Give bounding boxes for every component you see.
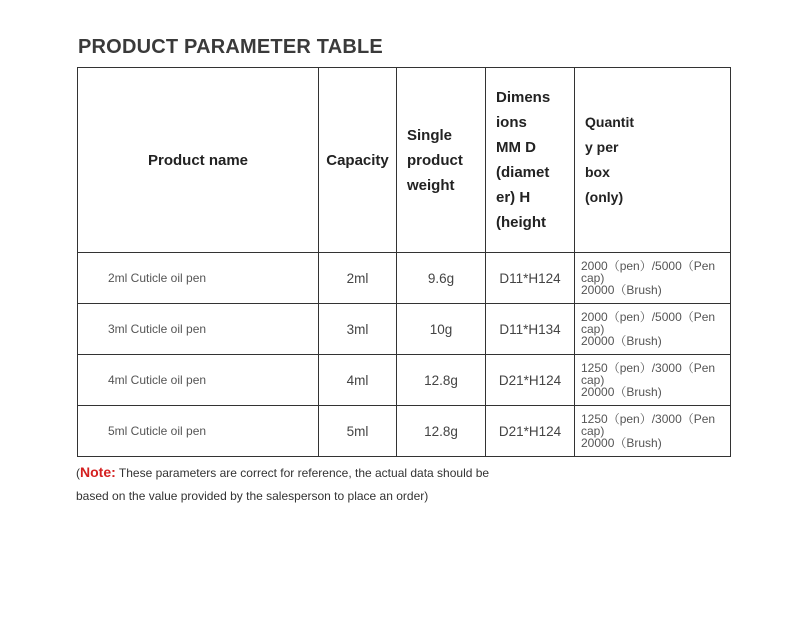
cell-capacity: 5ml bbox=[319, 406, 397, 457]
cell-quantity-line: 1250（pen）/3000（Pen cap) bbox=[581, 361, 716, 387]
cell-quantity-line: 20000（Brush) bbox=[581, 334, 662, 348]
header-dimensions-line: er) H bbox=[496, 189, 531, 206]
header-weight-line: product bbox=[407, 151, 463, 169]
header-weight-line: Single bbox=[407, 126, 453, 144]
header-dimensions-line: (height bbox=[496, 214, 546, 231]
cell-product-name: 5ml Cuticle oil pen bbox=[78, 406, 319, 457]
cell-quantity-line: 20000（Brush) bbox=[581, 385, 662, 399]
cell-quantity-line: 20000（Brush) bbox=[581, 436, 662, 450]
header-dimensions-line: Dimens bbox=[496, 89, 551, 106]
cell-quantity bbox=[575, 304, 731, 355]
cell-quantity-line: 2000（pen）/5000（Pen cap) bbox=[581, 310, 716, 336]
cell-dimensions: D21*H124 bbox=[486, 406, 575, 457]
cell-quantity-line: 20000（Brush) bbox=[581, 283, 662, 297]
reference-note bbox=[76, 461, 506, 508]
header-quantity-line: box bbox=[585, 164, 610, 180]
cell-capacity: 3ml bbox=[319, 304, 397, 355]
cell-quantity bbox=[575, 406, 731, 457]
cell-weight: 10g bbox=[397, 304, 486, 355]
table-row bbox=[78, 406, 731, 457]
header-dimensions-line: MM D bbox=[496, 139, 536, 156]
table-row bbox=[78, 304, 731, 355]
header-product-name: Product name bbox=[78, 68, 319, 253]
cell-weight: 12.8g bbox=[397, 406, 486, 457]
cell-dimensions: D11*H134 bbox=[486, 304, 575, 355]
cell-quantity-line: 1250（pen）/3000（Pen cap) bbox=[581, 412, 716, 438]
cell-quantity bbox=[575, 355, 731, 406]
note-label: Note: bbox=[80, 464, 116, 480]
header-quantity-line: y per bbox=[585, 139, 619, 155]
cell-product-name: 3ml Cuticle oil pen bbox=[78, 304, 319, 355]
cell-product-name: 4ml Cuticle oil pen bbox=[78, 355, 319, 406]
note-text: These parameters are correct for reference, the actual data should be based on the value provided by the salesperson to place an order) bbox=[76, 466, 490, 503]
parameter-table bbox=[77, 67, 731, 457]
header-quantity-line: Quantit bbox=[585, 114, 634, 130]
cell-weight: 9.6g bbox=[397, 253, 486, 304]
table-header-row bbox=[78, 68, 731, 253]
page-title: PRODUCT PARAMETER TABLE bbox=[78, 36, 383, 58]
header-quantity bbox=[575, 68, 731, 253]
cell-quantity-line: 2000（pen）/5000（Pen cap) bbox=[581, 259, 716, 285]
header-dimensions-line: ions bbox=[496, 114, 527, 131]
header-dimensions bbox=[486, 68, 575, 253]
header-dimensions-line: (diamet bbox=[496, 164, 550, 181]
table-row bbox=[78, 355, 731, 406]
table-row bbox=[78, 253, 731, 304]
cell-capacity: 2ml bbox=[319, 253, 397, 304]
cell-dimensions: D11*H124 bbox=[486, 253, 575, 304]
cell-product-name: 2ml Cuticle oil pen bbox=[78, 253, 319, 304]
cell-capacity: 4ml bbox=[319, 355, 397, 406]
header-quantity-line: (only) bbox=[585, 189, 624, 205]
header-weight bbox=[397, 68, 486, 253]
header-capacity: Capacity bbox=[319, 68, 397, 253]
header-weight-line: weight bbox=[407, 176, 455, 194]
cell-dimensions: D21*H124 bbox=[486, 355, 575, 406]
note-open-paren: ( bbox=[76, 466, 80, 480]
cell-weight: 12.8g bbox=[397, 355, 486, 406]
cell-quantity bbox=[575, 253, 731, 304]
